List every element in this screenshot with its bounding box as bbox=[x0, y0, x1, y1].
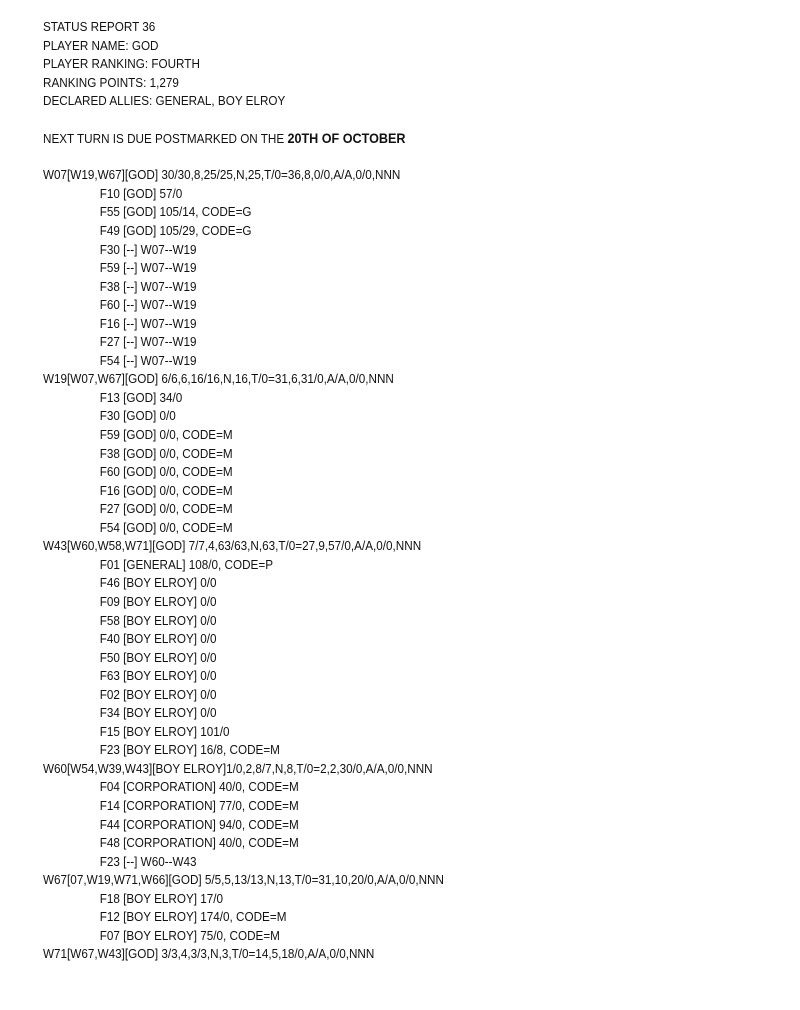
next-turn-line bbox=[43, 129, 709, 148]
fleet-line: F15 [BOY ELROY] 101/0 bbox=[99, 723, 230, 739]
fleet-line: F38 [GOD] 0/0, CODE=M bbox=[99, 445, 233, 461]
fleet-line: F16 [GOD] 0/0, CODE=M bbox=[99, 482, 233, 498]
fleet-line: F48 [CORPORATION] 40/0, CODE=M bbox=[99, 835, 299, 851]
fleet-line: F27 [GOD] 0/0, CODE=M bbox=[99, 501, 233, 517]
status-report-document bbox=[43, 18, 709, 964]
player-ranking: PLAYER RANKING: FOURTH bbox=[43, 56, 200, 72]
fleet-line: F07 [BOY ELROY] 75/0, CODE=M bbox=[99, 927, 280, 943]
fleet-line: F40 [BOY ELROY] 0/0 bbox=[99, 631, 217, 647]
fleet-line: F14 [CORPORATION] 77/0, CODE=M bbox=[99, 797, 299, 813]
fleet-line: F55 [GOD] 105/14, CODE=G bbox=[99, 204, 252, 220]
fleet-line: F27 [--] W07--W19 bbox=[99, 334, 197, 350]
fleet-line: F60 [GOD] 0/0, CODE=M bbox=[99, 464, 233, 480]
spacer bbox=[43, 148, 709, 167]
fleet-line: F63 [BOY ELROY] 0/0 bbox=[99, 668, 217, 684]
declared-allies: DECLARED ALLIES: GENERAL, BOY ELROY bbox=[43, 93, 286, 109]
fleet-line: F49 [GOD] 105/29, CODE=G bbox=[99, 223, 252, 239]
fleet-line: F12 [BOY ELROY] 174/0, CODE=M bbox=[99, 909, 287, 925]
report-title: STATUS REPORT 36 bbox=[43, 19, 156, 34]
fleet-line: F04 [CORPORATION] 40/0, CODE=M bbox=[99, 779, 299, 795]
fleet-line: F60 [--] W07--W19 bbox=[99, 297, 197, 313]
fleet-line: F58 [BOY ELROY] 0/0 bbox=[99, 612, 217, 628]
world-line: W43[W60,W58,W71][GOD] 7/7,4,63/63,N,63,T/0=27,9,57/0,A/A,0/0,NNN bbox=[43, 538, 422, 554]
next-turn-prefix: NEXT TURN IS DUE POSTMARKED ON THE bbox=[43, 131, 288, 147]
world-line: W19[W07,W67][GOD] 6/6,6,16/16,N,16,T/0=31,6,31/0,A/A,0/0,NNN bbox=[43, 371, 394, 387]
fleet-line: F46 [BOY ELROY] 0/0 bbox=[99, 575, 217, 591]
world-line: W67[07,W19,W71,W66][GOD] 5/5,5,13/13,N,13,T/0=31,10,20/0,A/A,0/0,NNN bbox=[43, 872, 444, 888]
next-turn-date: 20TH OF OCTOBER bbox=[287, 130, 406, 147]
fleet-line: F59 [--] W07--W19 bbox=[99, 260, 197, 276]
fleet-line: F01 [GENERAL] 108/0, CODE=P bbox=[99, 556, 274, 572]
fleet-line: F38 [--] W07--W19 bbox=[99, 278, 197, 294]
fleet-line: F23 [BOY ELROY] 16/8, CODE=M bbox=[99, 742, 280, 758]
fleet-line: F13 [GOD] 34/0 bbox=[99, 389, 183, 405]
fleet-line: F30 [--] W07--W19 bbox=[99, 241, 197, 257]
ranking-points: RANKING POINTS: 1,279 bbox=[43, 74, 179, 90]
fleet-line: F54 [GOD] 0/0, CODE=M bbox=[99, 519, 233, 535]
spacer bbox=[43, 111, 709, 130]
fleet-line: F10 [GOD] 57/0 bbox=[99, 185, 183, 201]
world-line: W71[W67,W43][GOD] 3/3,4,3/3,N,3,T/0=14,5,18/0,A/A,0/0,NNN bbox=[43, 946, 375, 962]
player-name: PLAYER NAME: GOD bbox=[43, 37, 159, 53]
fleet-line: F50 [BOY ELROY] 0/0 bbox=[99, 649, 217, 665]
fleet-line: F16 [--] W07--W19 bbox=[99, 315, 197, 331]
fleet-line: F34 [BOY ELROY] 0/0 bbox=[99, 705, 217, 721]
fleet-line: F09 [BOY ELROY] 0/0 bbox=[99, 593, 217, 609]
fleet-line: F23 [--] W60--W43 bbox=[99, 853, 197, 869]
fleet-line: F02 [BOY ELROY] 0/0 bbox=[99, 686, 217, 702]
world-line: W07[W19,W67][GOD] 30/30,8,25/25,N,25,T/0=36,8,0/0,A/A,0/0,NNN bbox=[43, 167, 401, 183]
fleet-line: F54 [--] W07--W19 bbox=[99, 352, 197, 368]
fleet-line: F44 [CORPORATION] 94/0, CODE=M bbox=[99, 816, 299, 832]
world-line: W60[W54,W39,W43][BOY ELROY]1/0,2,8/7,N,8,T/0=2,2,30/0,A/A,0/0,NNN bbox=[43, 760, 433, 776]
fleet-line: F30 [GOD] 0/0 bbox=[99, 408, 176, 424]
fleet-line: F18 [BOY ELROY] 17/0 bbox=[99, 890, 224, 906]
world-list bbox=[43, 166, 709, 964]
fleet-line: F59 [GOD] 0/0, CODE=M bbox=[99, 427, 233, 443]
